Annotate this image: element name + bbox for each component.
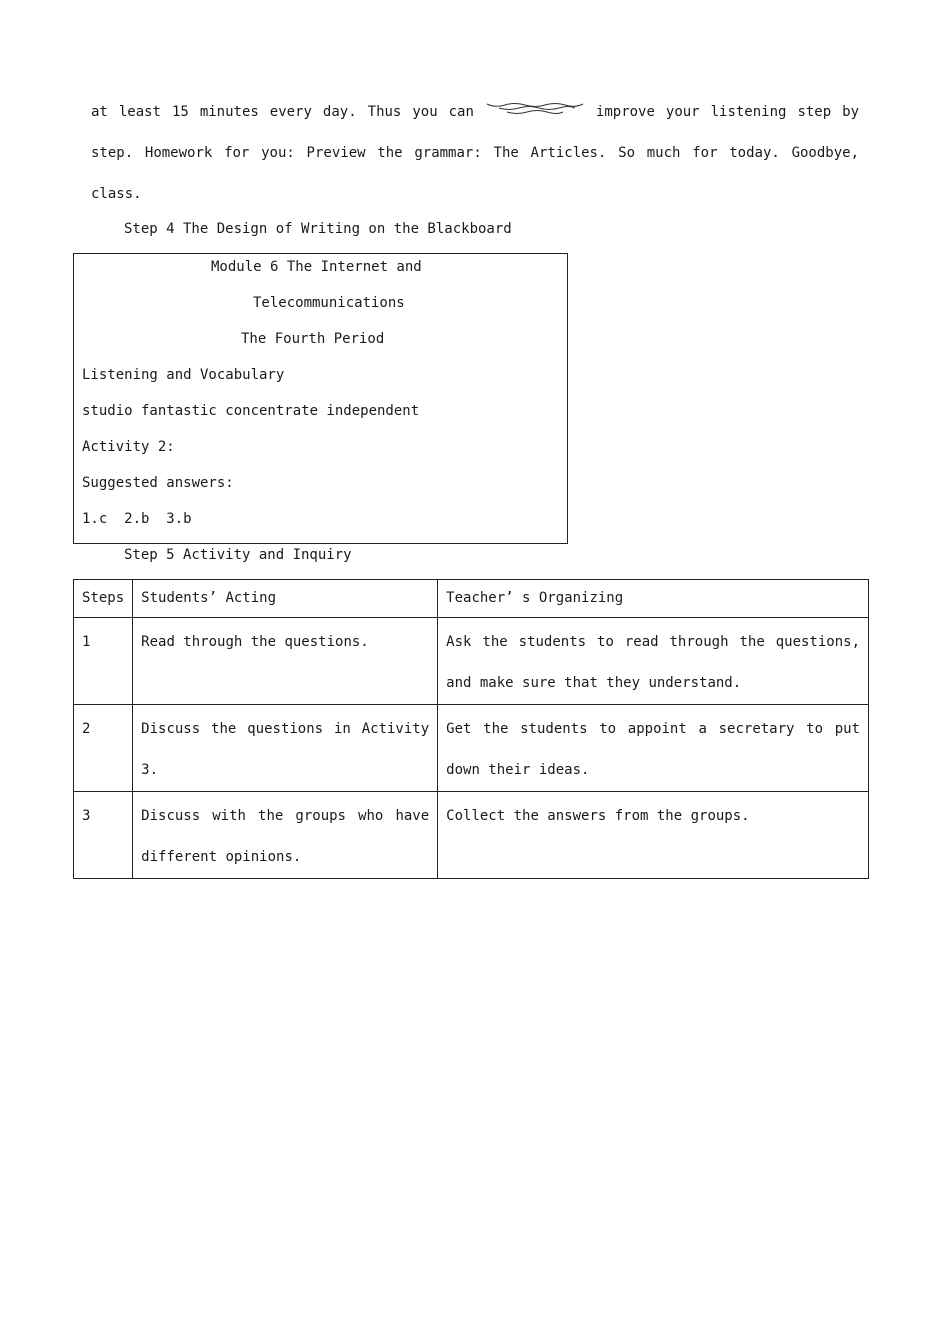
board-answers: 1.c 2.b 3.b [82, 511, 192, 527]
board-section: Listening and Vocabulary [82, 367, 285, 383]
activity-inquiry-table [73, 579, 869, 879]
row-step: 1 [74, 618, 133, 705]
row-teacher-organizing: Ask the students to read through the questions, and make sure that they understand. [438, 618, 869, 705]
header-steps: Steps [74, 580, 133, 618]
row-student-acting: Read through the questions. [133, 618, 438, 705]
table-row [74, 618, 869, 705]
intro-line-3: class. [91, 186, 142, 202]
row-student-acting: Discuss the questions in Activity 3. [133, 705, 438, 792]
header-students-acting: Students’ Acting [133, 580, 438, 618]
intro-line-1-start: at least 15 minutes every day. Thus you can [91, 104, 474, 120]
scribble-mark [485, 100, 585, 118]
step5-heading: Step 5 Activity and Inquiry [124, 547, 352, 563]
row-step: 3 [74, 792, 133, 879]
board-activity: Activity 2: [82, 439, 175, 455]
intro-line-1 [91, 92, 859, 133]
intro-line-1-end: improve your listening step by [595, 104, 859, 120]
row-teacher-organizing: Get the students to appoint a secretary to put down their ideas. [438, 705, 869, 792]
header-teachers-organizing: Teacher’ s Organizing [438, 580, 869, 618]
board-vocabulary: studio fantastic concentrate independent [82, 403, 420, 419]
board-title-line1: Module 6 The Internet and [211, 259, 422, 275]
board-period: The Fourth Period [241, 331, 385, 347]
table-header-row [74, 580, 869, 618]
step4-heading: Step 4 The Design of Writing on the Blackboard [124, 221, 512, 237]
board-answers-label: Suggested answers: [82, 475, 234, 491]
blackboard-design-box [73, 253, 568, 544]
intro-paragraph [91, 92, 859, 215]
row-teacher-organizing: Collect the answers from the groups. [438, 792, 869, 879]
table-row [74, 792, 869, 879]
intro-line-2: step. Homework for you: Preview the grammar: The Articles. So much for today. Goodbye, [91, 145, 859, 161]
board-title-line2: Telecommunications [253, 295, 405, 311]
table-row [74, 705, 869, 792]
row-step: 2 [74, 705, 133, 792]
row-student-acting: Discuss with the groups who have different opinions. [133, 792, 438, 879]
